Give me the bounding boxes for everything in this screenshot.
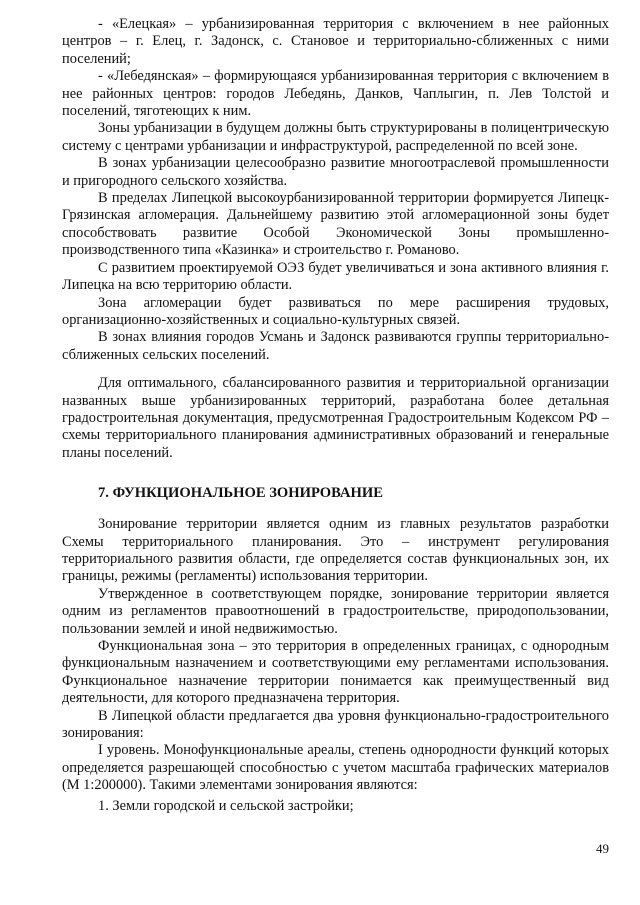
paragraph-urbanization-development: В зонах урбанизации целесообразно развитие многоотраслевой промышленности и пригородного сельского хозяйства. xyxy=(62,155,609,189)
list-item: 1. Земли городской и сельской застройки; xyxy=(98,797,354,814)
paragraph-zoning-definition: Зонирование территории является одним из главных результатов разработки Схемы территориального планирования. Это – инструмент регулирования территориального развития области, где определяется состав функциональных зон, их границы, режимы (регламенты) использования территории. xyxy=(62,516,609,585)
paragraph-eletskaya: - «Елецкая» – урбанизированная территория с включением в нее районных центров – г. Елец, г. Задонск, с. Становое и территориально-сближенных с ними поселений; xyxy=(62,16,609,67)
paragraph-functional-zone: Функциональная зона – это территория в определенных границах, с однородным функциональным назначением и соответствующими ему регламентами использования. Функциональное назначение территории понимается как преимущественный вид деятельности, для которого предназначена территория. xyxy=(62,638,609,707)
spacer xyxy=(62,364,609,375)
spacer xyxy=(62,502,609,513)
paragraph-zoning-regulation: Утвержденное в соответствующем порядке, зонирование территории является одним из регламентов правоотношений в градостроительстве, природопользовании, пользовании землей и иной недвижимостью. xyxy=(62,585,609,637)
paragraph-lebedyanskaya: - «Лебедянская» – формирующаяся урбанизированная территория с включением в нее районных центров: городов Лебедянь, Данков, Чаплыгин, п. Лев Толстой и поселений, тяготеющих к ним. xyxy=(62,68,609,120)
paragraph-usman-zadonsk: В зонах влияния городов Усмань и Задонск развиваются группы территориально-сближенных сельских поселений. xyxy=(62,329,609,363)
spacer xyxy=(62,462,609,473)
document-page xyxy=(62,16,609,815)
paragraph-oez-development: С развитием проектируемой ОЭЗ будет увеличиваться и зона активного влияния г. Липецка на всю территорию области. xyxy=(62,259,609,294)
page-number: 49 xyxy=(596,841,609,856)
paragraph-level-one: I уровень. Монофункциональные ареалы, степень однородности функций которых определяется разрешающей способностью с учетом масштаба графических материалов (М 1:200000). Такими элементами зонирования являются: xyxy=(62,742,609,794)
spacer xyxy=(62,473,609,484)
paragraph-urbanization-zones: Зоны урбанизации в будущем должны быть структурированы в полицентрическую систему с центрами урбанизации и инфраструктурой, распределенной по всей зоне. xyxy=(62,120,609,154)
paragraph-lipetsk-agglomeration: В пределах Липецкой высокоурбанизированной территории формируется Липецк-Грязинская агломерация. Дальнейшему развитию этой агломерационной зоны будет способствовать развитие Особой Экономической Зоны промышленно-производственного типа «Казинка» и строительство г. Романово. xyxy=(62,190,609,259)
section-title: 7. ФУНКЦИОНАЛЬНОЕ ЗОНИРОВАНИЕ xyxy=(98,485,383,502)
paragraph-planning-documentation: Для оптимального, сбалансированного развития и территориальной организации названных выше урбанизированных территорий, разработана более детальная градостроительная документация, предусмотренная Градостроительным Кодексом РФ – схемы территориального планирования административных образований и генеральные планы поселений. xyxy=(62,375,609,461)
paragraph-zoning-levels: В Липецкой области предлагается два уровня функционально-градостроительного зонирования: xyxy=(62,707,609,742)
paragraph-agglomeration-zone: Зона агломерации будет развиваться по мере расширения трудовых, организационно-хозяйственных и социально-культурных связей. xyxy=(62,294,609,328)
